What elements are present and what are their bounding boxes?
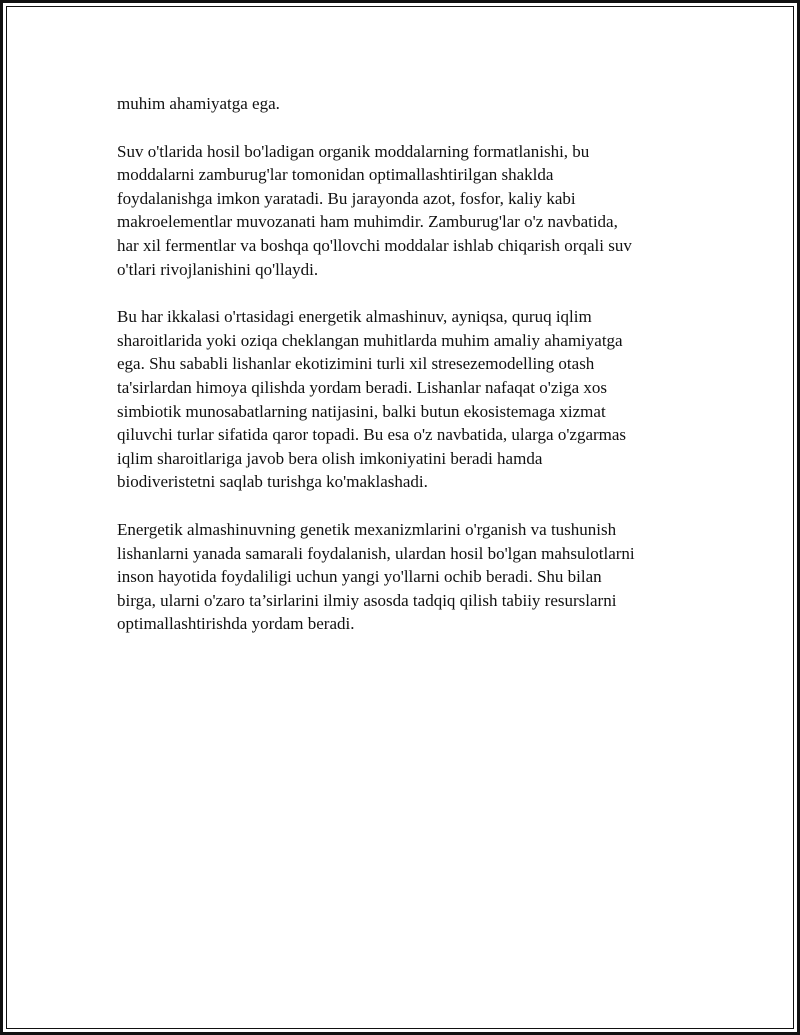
paragraph-1 — [117, 92, 687, 116]
text-line: inson hayotida foydaliligi uchun yangi yo'llarni ochib beradi. Shu bilan — [117, 567, 602, 587]
text-line: optimallashtirishda yordam beradi. — [117, 614, 355, 634]
text-line: iqlim sharoitlariga javob bera olish imkoniyatini beradi hamda — [117, 448, 543, 468]
text-line: moddalarni zamburug'lar tomonidan optimallashtirilgan shaklda — [117, 165, 554, 185]
text-line: muhim ahamiyatga ega. — [117, 94, 280, 113]
text-line: sharoitlarida yoki oziqa cheklangan muhitlarda muhim amaliy ahamiyatga — [117, 330, 623, 350]
text-line: foydalanishga imkon yaratadi. Bu jarayonda azot, fosfor, kaliy kabi — [117, 188, 576, 208]
text-line: simbiotik munosabatlarning natijasini, balki butun ekosistemaga xizmat — [117, 401, 606, 421]
paragraph-4 — [117, 518, 687, 636]
text-line: makroelementlar muvozanati ham muhimdir. Zamburug'lar o'z navbatida, — [117, 212, 618, 232]
text-line: Energetik almashinuvning genetik mexanizmlarini o'rganish va tushunish — [117, 519, 617, 539]
text-line: Suv o'tlarida hosil bo'ladigan organik moddalarning formatlanishi, bu — [117, 141, 590, 161]
paragraph-2 — [117, 140, 687, 282]
text-line: qiluvchi turlar sifatida qaror topadi. Bu esa o'z navbatida, ularga o'zgarmas — [117, 425, 627, 445]
text-line: lishanlarni yanada samarali foydalanish, ulardan hosil bo'lgan mahsulotlarni — [117, 543, 635, 563]
document-body — [117, 92, 687, 636]
text-line: birga, ularni o'zaro ta’sirlarini ilmiy asosda tadqiq qilish tabiiy resurslarni — [117, 590, 617, 610]
text-line: har xil fermentlar va boshqa qo'llovchi moddalar ishlab chiqarish orqali suv — [117, 235, 632, 255]
text-line: Bu har ikkalasi o'rtasidagi energetik almashinuv, ayniqsa, quruq iqlim — [117, 307, 592, 327]
text-line: ega. Shu sababli lishanlar ekotizimini turli xil stresezemodelling otash — [117, 354, 595, 374]
text-line: ta'sirlardan himoya qilishda yordam beradi. Lishanlar nafaqat o'ziga xos — [117, 377, 607, 397]
text-line: o'tlari rivojlanishini qo'llaydi. — [117, 259, 319, 279]
text-line: biodiveristetni saqlab turishga ko'maklashadi. — [117, 472, 428, 492]
paragraph-3 — [117, 305, 687, 494]
